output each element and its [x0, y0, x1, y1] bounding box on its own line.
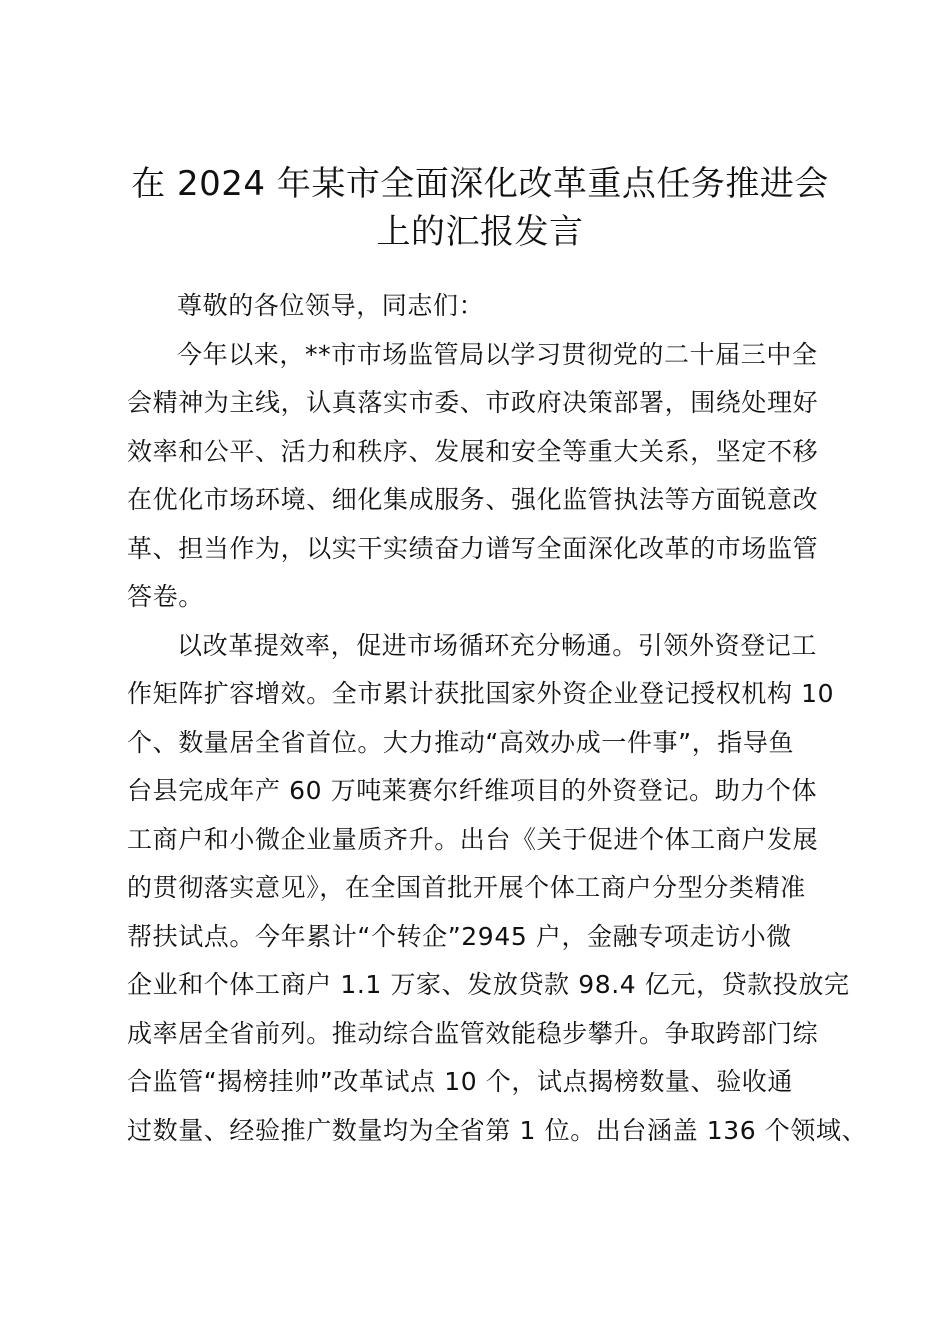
paragraph-line: 台县完成年产 60 万吨莱赛尔纤维项目的外资登记。助力个体 [127, 776, 818, 805]
document-body [127, 282, 868, 1155]
title-line-1: 在 2024 年某市全面深化改革重点任务推进会 [131, 164, 829, 204]
paragraph-line: 效率和公平、活力和秩序、发展和安全等重大关系，坚定不移 [127, 436, 819, 466]
document-title [110, 160, 850, 256]
title-line-2: 上的汇报发言 [376, 212, 584, 252]
paragraph-line: 作矩阵扩容增效。全市累计获批国家外资企业登记授权机构 10 [127, 679, 835, 708]
paragraph-line: 企业和个体工商户 1.1 万家、发放贷款 98.4 亿元，贷款投放完 [127, 970, 850, 999]
paragraph-line: 今年以来，**市市场监管局以学习贯彻党的二十届三中全 [177, 339, 818, 369]
paragraph-line: 在优化市场环境、细化集成服务、强化监管执法等方面锐意改 [127, 485, 819, 514]
salutation: 尊敬的各位领导，同志们： [177, 291, 485, 320]
paragraph-1 [127, 331, 832, 622]
paragraph-line: 以改革提效率，促进市场循环充分畅通。引领外资登记工 [177, 630, 818, 660]
paragraph-line: 过数量、经验推广数量均为全省第 1 位。出台涵盖 136 个领域、 [127, 1115, 868, 1145]
paragraph-2 [127, 622, 868, 1156]
paragraph-line: 帮扶试点。今年累计“个转企”2945 户，金融专项走访小微 [127, 921, 792, 951]
paragraph-line: 革、担当作为，以实干实绩奋力谱写全面深化改革的市场监管 [127, 533, 819, 563]
paragraph-line: 合监管“揭榜挂帅”改革试点 10 个，试点揭榜数量、验收通 [127, 1067, 794, 1096]
paragraph-line: 工商户和小微企业量质齐升。出台《关于促进个体工商户发展 [127, 824, 819, 854]
paragraph-line: 的贯彻落实意见》，在全国首批开展个体工商户分型分类精准 [127, 873, 806, 902]
paragraph-line: 答卷。 [127, 582, 204, 611]
paragraph-line: 会精神为主线，认真落实市委、市政府决策部署，围绕处理好 [127, 388, 819, 417]
paragraph-line: 成率居全省前列。推动综合监管效能稳步攀升。争取跨部门综 [127, 1018, 819, 1048]
paragraph-line: 个、数量居全省首位。大力推动“高效办成一件事”，指导鱼 [127, 727, 795, 757]
